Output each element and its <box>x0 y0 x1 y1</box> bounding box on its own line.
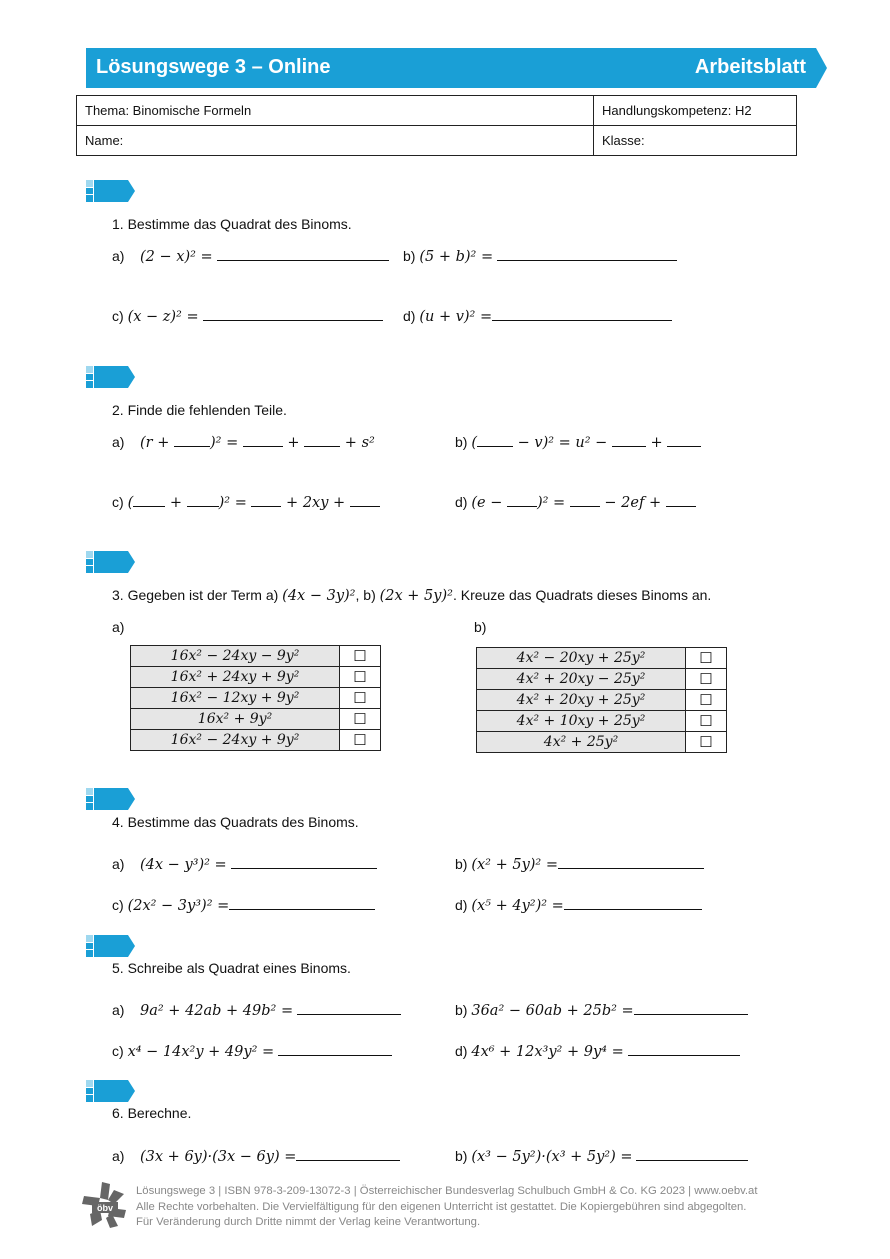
label: c) <box>112 494 124 510</box>
expression: (3x + 6y)·(3x − 6y) = <box>140 1149 297 1165</box>
blank[interactable] <box>666 492 696 507</box>
expression: 9a² + 42ab + 49b² = <box>140 1003 294 1019</box>
task1-title: 1. Bestimme das Quadrat des Binoms. <box>112 216 352 232</box>
blank[interactable] <box>187 492 219 507</box>
option-row <box>477 711 727 732</box>
option-row <box>131 688 381 709</box>
expression-part: )² = <box>218 495 252 511</box>
expression-part: )² = <box>536 495 570 511</box>
task5-a <box>112 1000 401 1019</box>
expression-part: − v)² = u² − <box>513 435 612 451</box>
logo-text: öbv <box>96 1203 114 1213</box>
footer-text <box>136 1184 757 1231</box>
option-text: 16x² − 24xy − 9y² <box>131 646 340 667</box>
task5-c <box>112 1041 392 1060</box>
label: b) <box>455 856 468 872</box>
blank[interactable] <box>477 432 513 447</box>
section-marker-icon <box>86 366 135 388</box>
label: d) <box>455 897 468 913</box>
label: a) <box>112 1002 125 1018</box>
label: a) <box>112 856 125 872</box>
option-row <box>477 732 727 753</box>
blank[interactable] <box>507 492 537 507</box>
oebv-logo-icon <box>80 1180 130 1230</box>
option-text: 4x² − 20xy + 25y² <box>477 648 686 669</box>
expression-part: + <box>645 435 668 451</box>
answer-line[interactable] <box>564 895 702 910</box>
option-row <box>131 730 381 751</box>
answer-line[interactable] <box>229 895 375 910</box>
task3-b-label: b) <box>474 619 487 635</box>
options-table-b <box>476 647 727 753</box>
expression: (2x + 5y)² <box>379 588 453 604</box>
expression-part: ( <box>471 435 478 451</box>
task5-d <box>455 1041 740 1060</box>
blank[interactable] <box>350 492 380 507</box>
checkbox[interactable]: ☐ <box>340 667 381 688</box>
expression-part: + <box>282 435 305 451</box>
answer-line[interactable] <box>297 1000 401 1015</box>
label: d) <box>455 1043 468 1059</box>
footer <box>80 1180 860 1240</box>
worksheet-type: Arbeitsblatt <box>694 56 806 78</box>
task4-b <box>455 854 704 873</box>
expression-part: − 2ef + <box>599 495 666 511</box>
expression-part: + 2xy + <box>281 495 350 511</box>
task4-a <box>112 854 377 873</box>
task5-title: 5. Schreibe als Quadrat eines Binoms. <box>112 960 351 976</box>
task6-a <box>112 1146 400 1165</box>
expression: (x − z)² = <box>127 309 199 325</box>
klasse-field[interactable]: Klasse: <box>594 126 797 156</box>
section-marker-icon <box>86 935 135 957</box>
section-marker-icon <box>86 180 135 202</box>
label: b) <box>455 434 468 450</box>
task1-a <box>112 246 389 265</box>
name-field[interactable]: Name: <box>77 126 594 156</box>
task4-title: 4. Bestimme das Quadrats des Binoms. <box>112 814 359 830</box>
blank[interactable] <box>570 492 600 507</box>
task6-title: 6. Berechne. <box>112 1105 192 1121</box>
title-text: , b) <box>355 587 380 603</box>
option-row <box>131 709 381 730</box>
task4-c <box>112 895 375 914</box>
blank[interactable] <box>251 492 281 507</box>
option-text: 4x² + 25y² <box>477 732 686 753</box>
label: b) <box>403 248 416 264</box>
expression: (2 − x)² = <box>140 249 213 265</box>
label: a) <box>112 1148 125 1164</box>
expression-part: ( <box>127 495 134 511</box>
checkbox[interactable]: ☐ <box>686 690 727 711</box>
expression: (u + v)² = <box>419 309 493 325</box>
expression-part: + s² <box>340 435 375 451</box>
task6-b <box>455 1146 748 1165</box>
thema-cell: Thema: Binomische Formeln <box>77 96 594 126</box>
options-table-a <box>130 645 381 751</box>
footer-line: Lösungswege 3 | ISBN 978-3-209-13072-3 | Österreichischer Bundesverlag Schulbuch GmbH & Co. KG 2023 | www.oebv.at <box>136 1185 758 1197</box>
answer-line[interactable] <box>278 1041 392 1056</box>
banner-arrow <box>816 48 827 88</box>
answer-line[interactable] <box>628 1041 740 1056</box>
label: a) <box>112 248 125 264</box>
expression: (5 + b)² = <box>419 249 494 265</box>
option-text: 4x² + 20xy − 25y² <box>477 669 686 690</box>
label: c) <box>112 897 124 913</box>
task2-a <box>112 432 375 451</box>
answer-line[interactable] <box>558 854 704 869</box>
task4-d <box>455 895 702 914</box>
task3-a-label: a) <box>112 619 125 635</box>
expression: (4x − 3y)² <box>282 588 356 604</box>
task3-title <box>112 587 711 604</box>
answer-line[interactable] <box>231 854 377 869</box>
checkbox[interactable]: ☐ <box>686 648 727 669</box>
option-text: 16x² − 24xy + 9y² <box>131 730 340 751</box>
expression: (4x − y³)² = <box>140 857 227 873</box>
expression-part: + <box>165 495 187 511</box>
label: c) <box>112 1043 124 1059</box>
option-text: 16x² + 24xy + 9y² <box>131 667 340 688</box>
task1-b <box>403 246 677 265</box>
title-text: . Kreuze das Quadrats dieses Binoms an. <box>452 587 712 603</box>
expression: 36a² − 60ab + 25b² = <box>471 1003 634 1019</box>
checkbox[interactable]: ☐ <box>340 646 381 667</box>
label: b) <box>455 1002 468 1018</box>
task2-title: 2. Finde die fehlenden Teile. <box>112 402 287 418</box>
title-banner <box>86 48 816 88</box>
answer-line[interactable] <box>497 246 677 261</box>
label: a) <box>112 434 125 450</box>
checkbox[interactable]: ☐ <box>340 709 381 730</box>
label: d) <box>455 494 468 510</box>
answer-line[interactable] <box>492 306 672 321</box>
checkbox[interactable]: ☐ <box>686 711 727 732</box>
blank[interactable] <box>243 432 283 447</box>
blank[interactable] <box>612 432 646 447</box>
option-text: 4x² + 20xy + 25y² <box>477 690 686 711</box>
expression: (2x² − 3y³)² = <box>127 898 230 914</box>
expression-part: (e − <box>471 495 507 511</box>
checkbox[interactable]: ☐ <box>340 688 381 709</box>
answer-line[interactable] <box>636 1146 748 1161</box>
footer-line: Für Veränderung durch Dritte nimmt der Verlag keine Verantwortung. <box>136 1216 481 1228</box>
answer-line[interactable] <box>634 1000 748 1015</box>
expression: x⁴ − 14x²y + 49y² = <box>127 1044 275 1060</box>
header-table <box>76 95 797 156</box>
answer-line[interactable] <box>203 306 383 321</box>
label: c) <box>112 308 124 324</box>
section-marker-icon <box>86 1080 135 1102</box>
task2-b <box>455 432 701 451</box>
blank[interactable] <box>133 492 165 507</box>
label: b) <box>455 1148 468 1164</box>
option-text: 16x² − 12xy + 9y² <box>131 688 340 709</box>
section-marker-icon <box>86 551 135 573</box>
task1-c <box>112 306 383 325</box>
option-row <box>477 648 727 669</box>
footer-line: Alle Rechte vorbehalten. Die Vervielfältigung für den eigenen Unterricht ist gestattet. Die Kopiergebühren sind abgegolten. <box>136 1200 747 1213</box>
expression: (x⁵ + 4y²)² = <box>471 898 564 914</box>
checkbox[interactable]: ☐ <box>686 732 727 753</box>
title-text: 3. Gegeben ist der Term a) <box>112 587 283 603</box>
expression: (x² + 5y)² = <box>471 857 559 873</box>
task1-d <box>403 306 672 325</box>
option-row <box>477 669 727 690</box>
expression: 4x⁶ + 12x³y² + 9y⁴ = <box>471 1044 624 1060</box>
option-row <box>131 646 381 667</box>
option-text: 16x² + 9y² <box>131 709 340 730</box>
task2-c <box>112 492 380 511</box>
task2-d <box>455 492 696 511</box>
section-marker-icon <box>86 788 135 810</box>
expression-part: (r + <box>140 435 174 451</box>
option-row <box>131 667 381 688</box>
expression-part: )² = <box>209 435 243 451</box>
blank[interactable] <box>304 432 340 447</box>
answer-line[interactable] <box>217 246 389 261</box>
option-text: 4x² + 10xy + 25y² <box>477 711 686 732</box>
answer-line[interactable] <box>296 1146 400 1161</box>
label: d) <box>403 308 416 324</box>
task5-b <box>455 1000 748 1019</box>
expression: (x³ − 5y²)·(x³ + 5y²) = <box>471 1149 633 1165</box>
blank[interactable] <box>174 432 210 447</box>
checkbox[interactable]: ☐ <box>686 669 727 690</box>
kompetenz-cell: Handlungskompetenz: H2 <box>594 96 797 126</box>
worksheet-title: Lösungswege 3 – Online <box>96 56 331 78</box>
checkbox[interactable]: ☐ <box>340 730 381 751</box>
option-row <box>477 690 727 711</box>
blank[interactable] <box>667 432 701 447</box>
